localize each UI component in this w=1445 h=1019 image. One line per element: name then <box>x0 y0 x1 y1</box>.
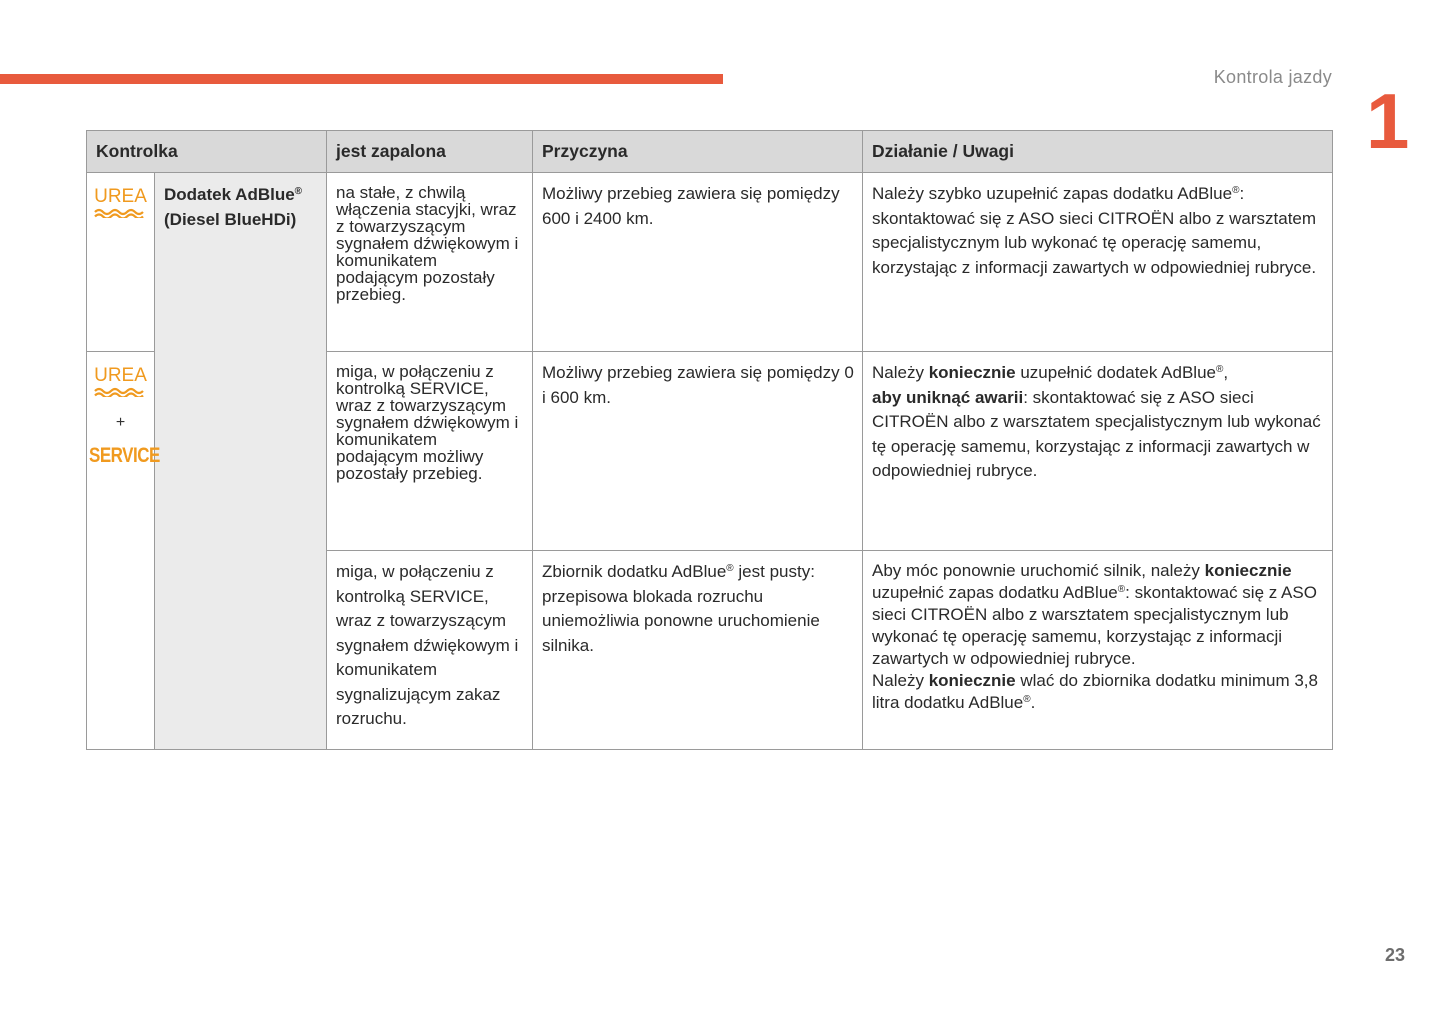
page-number: 23 <box>1384 945 1405 965</box>
urea-warning-icon <box>94 187 147 218</box>
icon-cell <box>87 352 160 750</box>
table-row <box>87 173 1333 352</box>
warning-light-table <box>86 130 1333 750</box>
plus-sign: + <box>115 414 126 431</box>
header-kontrolka: Kontrolka <box>87 131 327 173</box>
cause-cell: Możliwy przebieg zawiera się pomiędzy 0 i 600 km. <box>533 352 863 551</box>
action-cell: Aby móc ponownie uruchomić silnik, należy koniecznie uzupełnić zapas dodatku AdBlue®: skontaktować się z ASO sieci CITROËN albo z warsztatem specjalistycznym lub wykonać tę operację samemu, korzystając z informacji zawartych w odpowiedniej rubryce. Należy koniecznie wlać do zbiornika dodatku minimum 3,8 litra dodatku AdBlue®. <box>863 551 1333 750</box>
urea-warning-icon <box>94 366 147 397</box>
header-accent-bar <box>0 74 723 84</box>
chapter-number: 1 <box>1366 77 1410 165</box>
wave-icon <box>94 208 144 218</box>
service-warning-icon: SERVICE <box>89 442 160 467</box>
header-action: Działanie / Uwagi <box>863 131 1333 173</box>
cause-cell: Możliwy przebieg zawiera się pomiędzy 600 i 2400 km. <box>533 173 863 352</box>
icon-cell <box>87 173 155 352</box>
urea-label: UREA <box>94 365 147 386</box>
lit-cell: miga, w połączeniu z kontrolką SERVICE, wraz z towarzyszącym sygnałem dźwiękowym i komunikatem podającym możliwy pozostały przebieg. <box>327 352 533 551</box>
wave-icon <box>94 387 144 397</box>
action-cell: Należy koniecznie uzupełnić dodatek AdBlue®, aby uniknąć awarii: skontaktować się z ASO sieci CITROËN albo z warsztatem specjalistycznym lub wykonać tę operację samemu, korzystając z informacji zawartych w odpowiedniej rubryce. <box>863 352 1333 551</box>
cause-cell: Zbiornik dodatku AdBlue® jest pusty: przepisowa blokada rozruchu uniemożliwia ponowne uruchomienie silnika. <box>533 551 863 750</box>
action-cell: Należy szybko uzupełnić zapas dodatku AdBlue®: skontaktować się z ASO sieci CITROËN albo z warsztatem specjalistycznym lub wykonać tę operację samemu, korzystając z informacji zawartych w odpowiedniej rubryce. <box>863 173 1333 352</box>
lit-cell: miga, w połączeniu z kontrolką SERVICE, wraz z towarzyszącym sygnałem dźwiękowym i komunikatem sygnalizującym zakaz rozruchu. <box>327 551 533 750</box>
header-lit: jest zapalona <box>327 131 533 173</box>
urea-label: UREA <box>94 186 147 207</box>
section-title: Kontrola jazdy <box>1213 67 1332 87</box>
table-header-row <box>87 131 1333 173</box>
lit-cell: na stałe, z chwilą włączenia stacyjki, wraz z towarzyszącym sygnałem dźwiękowym i komunikatem podającym pozostały przebieg. <box>327 173 533 352</box>
indicator-name: Dodatek AdBlue® (Diesel BlueHDi) <box>155 173 327 750</box>
header-cause: Przyczyna <box>533 131 863 173</box>
